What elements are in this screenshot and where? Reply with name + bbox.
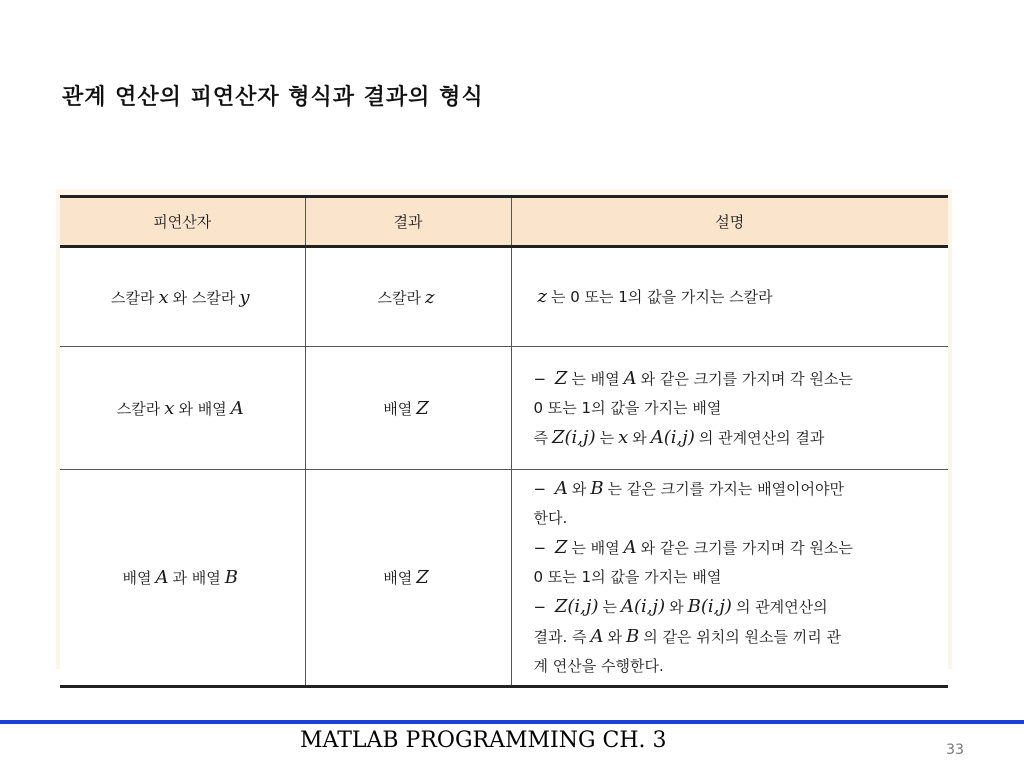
header-result: 결과: [305, 197, 511, 247]
description-cell: − A 와 B 는 같은 크기를 가지는 배열이어야만 한다. − Z 는 배열 A 와 같은 크기를 가지며 각 원소는 0 또는 1의 값을 가지는 배열 − Z(i,j) 는 A(i,j) 와 B(i,j) 의 관계연산의 결과. 즉 A 와 B 의 같은 위치의 원소들 끼리 관 계 연산을 수행한다.: [511, 470, 948, 687]
description-cell: z 는 0 또는 1의 값을 가지는 스칼라: [511, 247, 948, 347]
operand-cell: 배열 A 과 배열 B: [60, 470, 305, 687]
slide-title: 관계 연산의 피연산자 형식과 결과의 형식: [62, 85, 484, 110]
footer-title: MATLAB PROGRAMMING CH. 3: [300, 728, 667, 753]
operand-cell: 스칼라 x 와 스칼라 y: [60, 247, 305, 347]
operand-cell: 스칼라 x 와 배열 A: [60, 347, 305, 470]
footer-divider: [0, 720, 1024, 724]
table-row: [60, 247, 948, 347]
table-header-row: [60, 197, 948, 247]
header-description: 설명: [511, 197, 948, 247]
table-row: [60, 470, 948, 687]
table-row: [60, 347, 948, 470]
header-operand: 피연산자: [60, 197, 305, 247]
result-cell: 배열 Z: [305, 470, 511, 687]
description-cell: − Z 는 배열 A 와 같은 크기를 가지며 각 원소는 0 또는 1의 값을 가지는 배열 즉 Z(i,j) 는 x 와 A(i,j) 의 관계연산의 결과: [511, 347, 948, 470]
page-number: 33: [946, 742, 964, 758]
relational-operation-table: [60, 195, 948, 688]
result-cell: 스칼라 z: [305, 247, 511, 347]
table-container: [56, 189, 952, 675]
result-cell: 배열 Z: [305, 347, 511, 470]
